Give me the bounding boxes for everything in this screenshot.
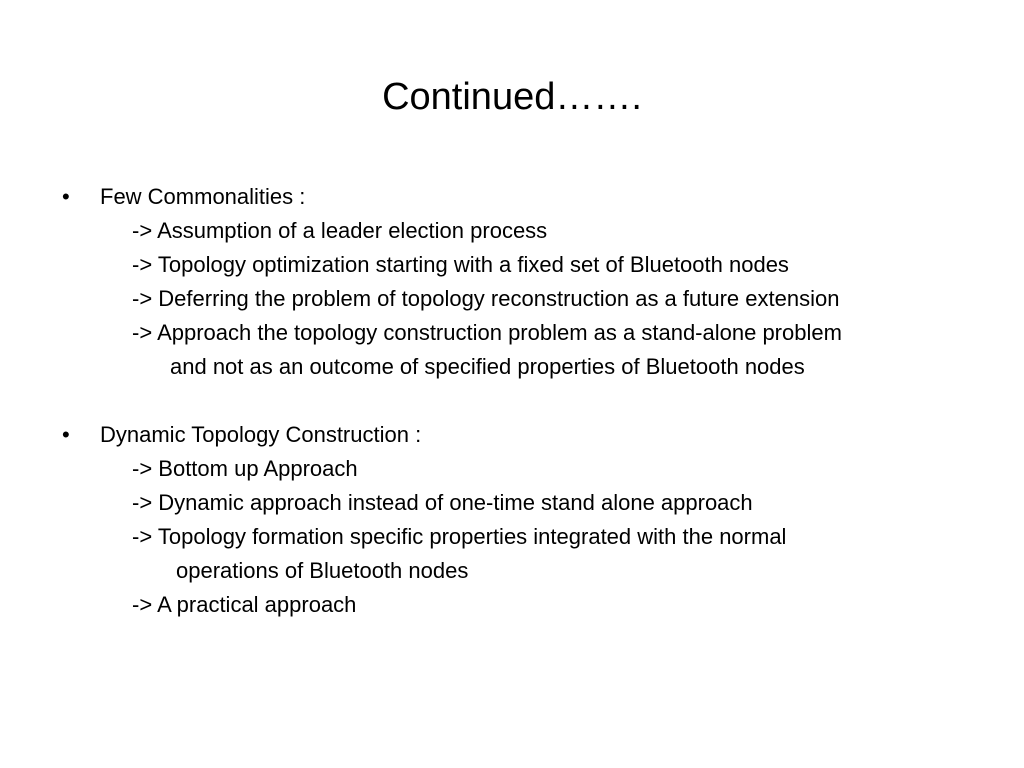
sub-item: -> Bottom up Approach [132,456,358,481]
section-heading: Few Commonalities : [100,184,306,209]
bullet-icon: • [62,184,70,209]
slide-title: Continued……. [382,76,642,118]
sub-item: -> Approach the topology construction problem as a stand-alone problem [132,320,842,345]
sub-item: -> Topology optimization starting with a fixed set of Bluetooth nodes [132,252,789,277]
sub-item: -> A practical approach [132,592,357,617]
sub-item: -> Assumption of a leader election process [132,218,548,243]
section-heading: Dynamic Topology Construction : [100,422,422,447]
sub-item-continuation: and not as an outcome of specified properties of Bluetooth nodes [170,354,805,379]
sub-item-continuation: operations of Bluetooth nodes [176,558,469,583]
sub-item: -> Deferring the problem of topology reconstruction as a future extension [132,286,840,311]
bullet-icon: • [62,422,70,447]
sub-item: -> Dynamic approach instead of one-time stand alone approach [132,490,753,515]
sub-item: -> Topology formation specific properties integrated with the normal [132,524,787,549]
